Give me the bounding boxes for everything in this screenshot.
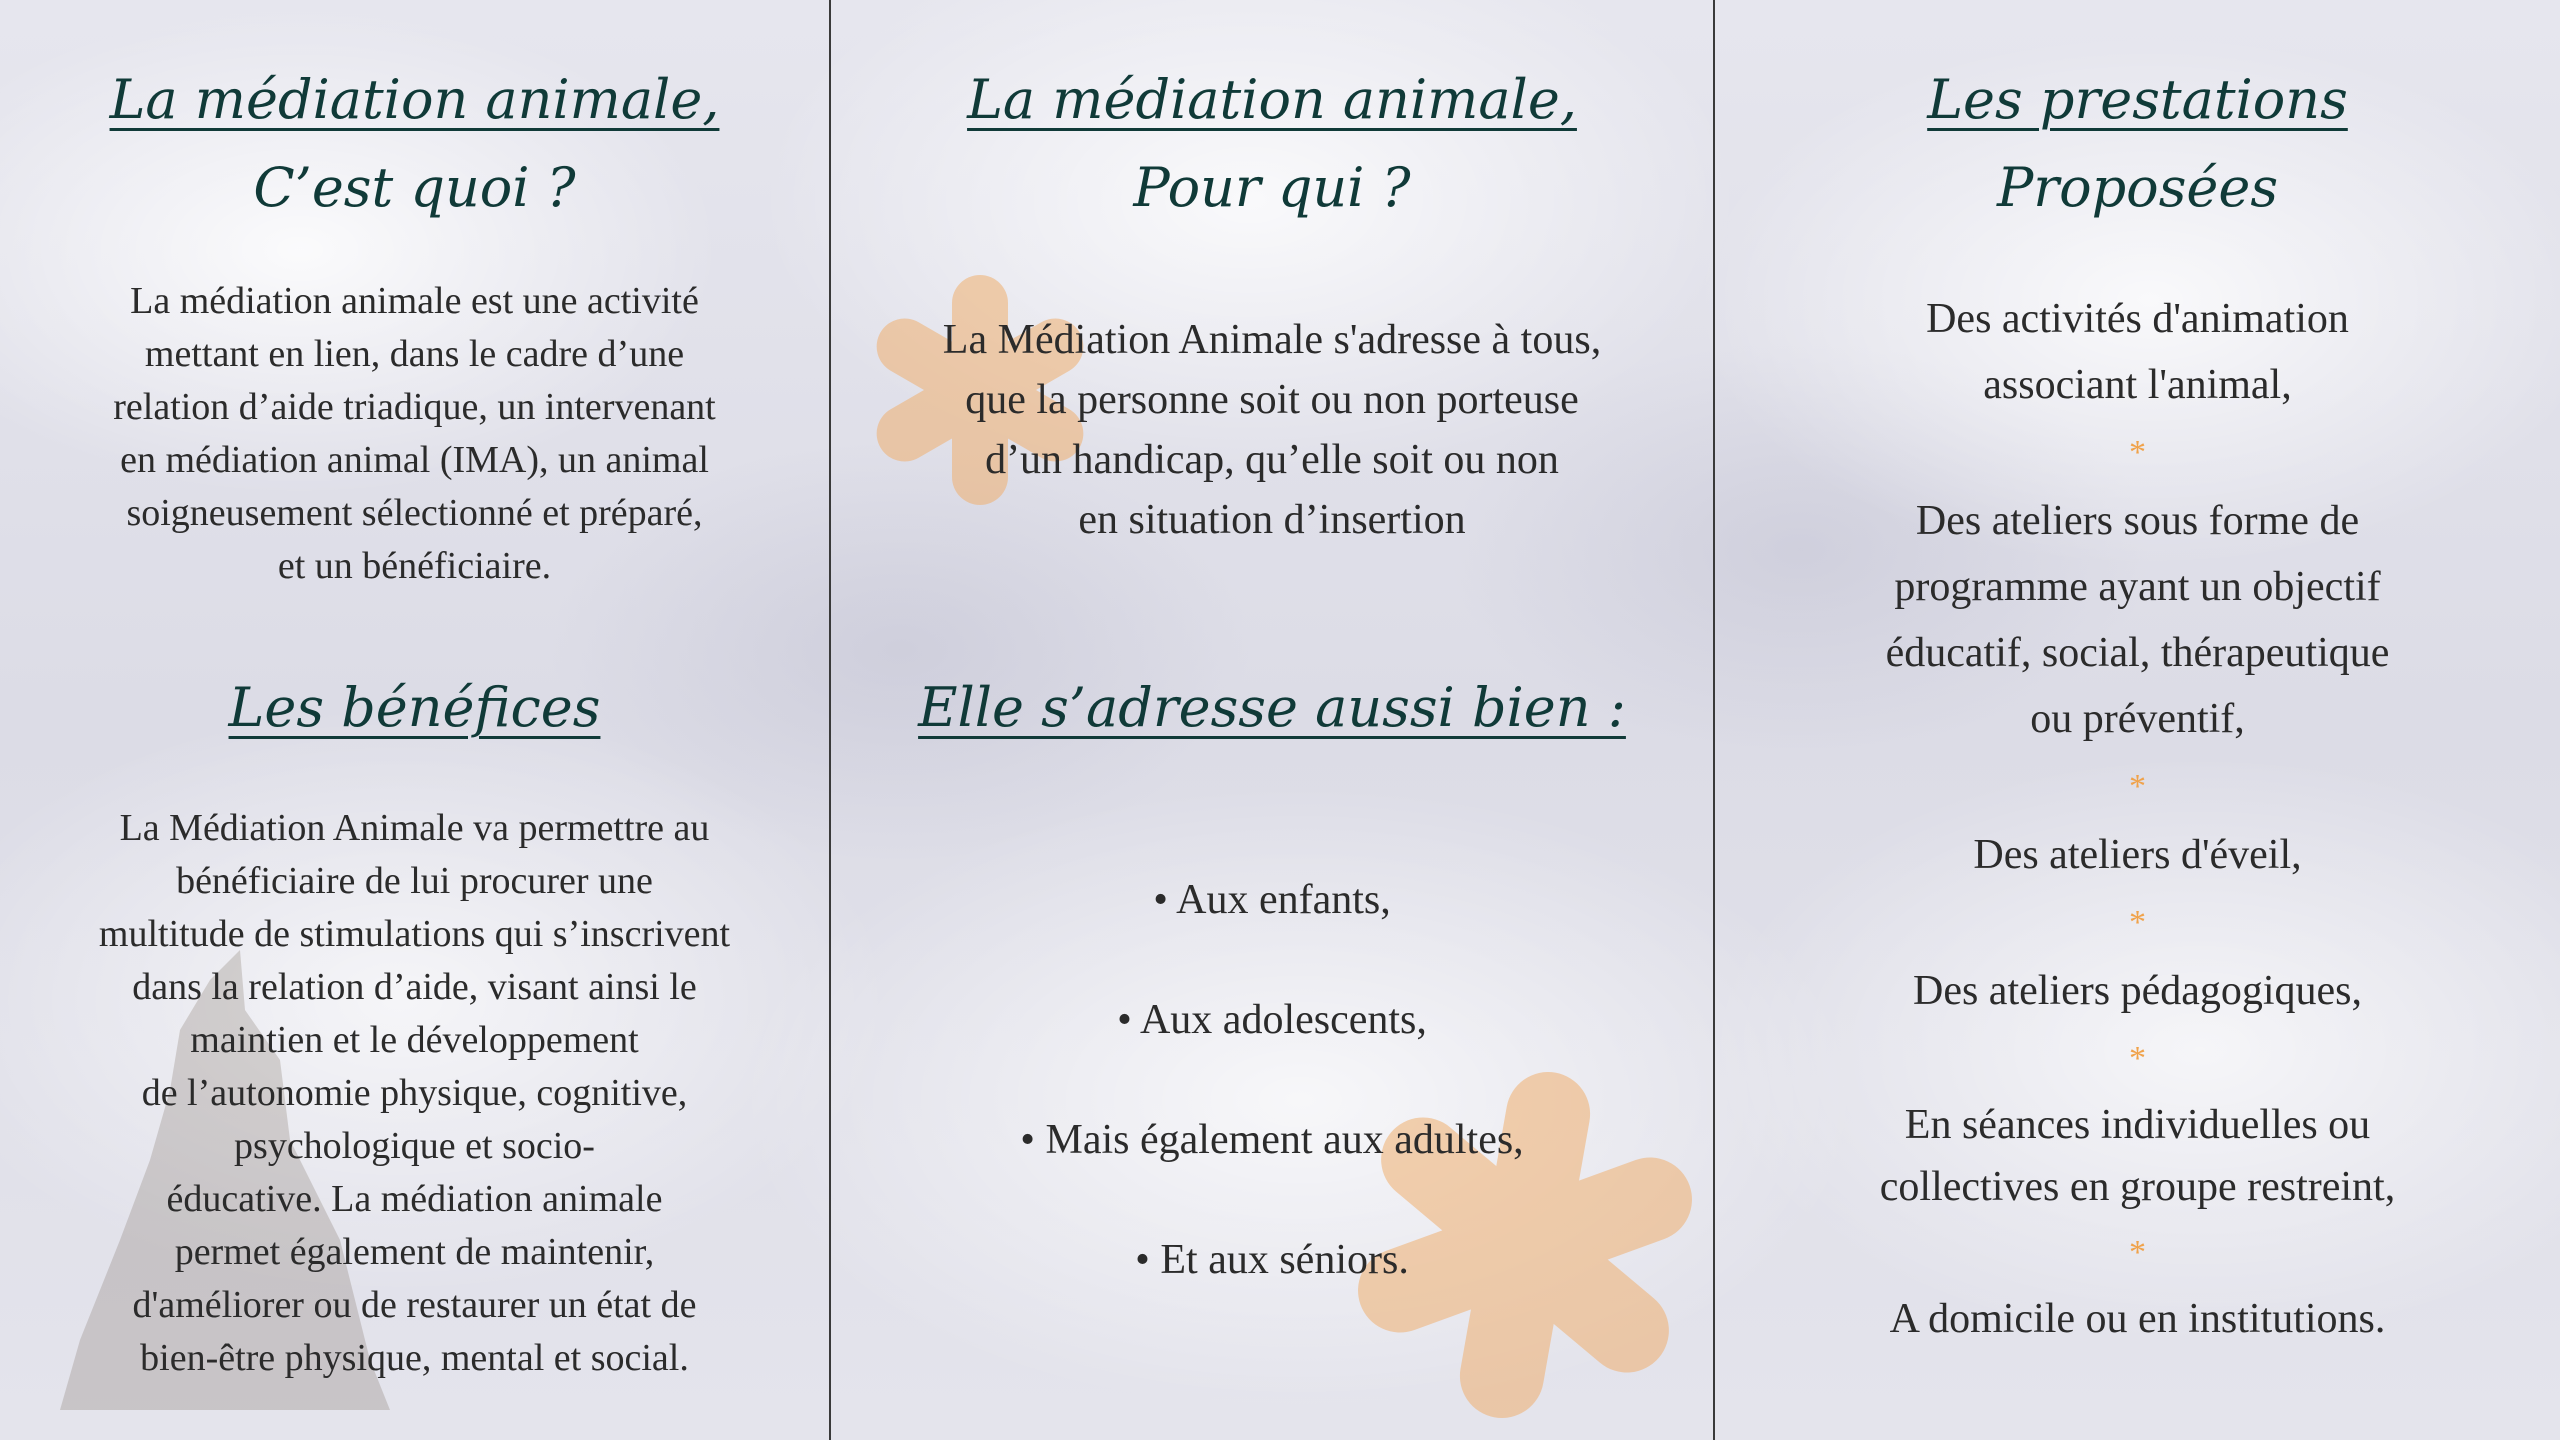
- service-item: Des ateliers d'éveil,: [1973, 832, 2302, 878]
- text-line: de l’autonomie physique, cognitive,: [141, 1072, 688, 1114]
- service-item: Des ateliers pédagogiques,: [1912, 968, 2363, 1014]
- text-line: bien-être physique, mental et social.: [140, 1337, 689, 1379]
- benefits-paragraph: [0, 802, 829, 1385]
- intro-paragraph: [831, 310, 1713, 550]
- text-line: multitude de stimulations qui s’inscrivent: [98, 913, 731, 955]
- text-line: permet également de maintenir,: [174, 1231, 655, 1273]
- separator-asterisk: *: [2129, 904, 2146, 941]
- audience-subtitle: Elle s’adresse aussi bien :: [918, 676, 1626, 739]
- intro-paragraph: [0, 275, 829, 593]
- text-line: soigneusement sélectionné et préparé,: [126, 492, 703, 534]
- list-item: • Mais également aux adultes,: [1020, 1117, 1524, 1163]
- column-services: [1715, 0, 2560, 1440]
- text-line: éducative. La médiation animale: [166, 1178, 663, 1220]
- text-line: maintien et le développement: [190, 1019, 639, 1061]
- separator-asterisk: *: [2129, 1040, 2146, 1077]
- text-line: relation d’aide triadique, un intervenant: [113, 386, 716, 428]
- separator-asterisk: *: [2129, 768, 2146, 805]
- list-item: • Aux enfants,: [1153, 877, 1391, 923]
- text-line: d’un handicap, qu’elle soit ou non: [985, 437, 1559, 483]
- title-line-2: Proposées: [1996, 156, 2279, 219]
- section-title-for-whom: [831, 56, 1713, 232]
- text-line: bénéficiaire de lui procurer une: [176, 860, 653, 902]
- services-list: [1715, 286, 2560, 1350]
- title-line-1: La médiation animale,: [967, 68, 1577, 131]
- text-line: en médiation animal (IMA), un animal: [120, 439, 709, 481]
- text-line: psychologique et socio-: [234, 1125, 595, 1167]
- section-title-what-is: [0, 56, 829, 232]
- text-line: La médiation animale est une activité: [130, 280, 699, 322]
- service-item: En séances individuelles ou collectives en groupe restreint,: [1879, 1102, 2396, 1210]
- separator-asterisk: *: [2129, 434, 2146, 471]
- text-line: que la personne soit ou non porteuse: [965, 377, 1579, 423]
- audience-list: [831, 870, 1713, 1290]
- list-item: • Et aux séniors.: [1135, 1237, 1409, 1283]
- text-line: et un bénéficiaire.: [277, 545, 552, 587]
- section-title-services: [1715, 56, 2560, 232]
- text-line: en situation d’insertion: [1078, 497, 1466, 543]
- title-line-1: La médiation animale,: [109, 68, 720, 131]
- text-line: dans la relation d’aide, visant ainsi le: [132, 966, 697, 1008]
- separator-asterisk: *: [2129, 1234, 2146, 1271]
- title-line-2: C’est quoi ?: [253, 156, 576, 219]
- text-line: mettant en lien, dans le cadre d’une: [144, 333, 685, 375]
- column-what-is: [0, 0, 829, 1440]
- benefits-title: Les bénéfices: [228, 676, 601, 739]
- service-item: Des ateliers sous forme de programme ayant un objectif éducatif, social, thérapeutique ou préventif,: [1885, 498, 2390, 742]
- text-line: La Médiation Animale s'adresse à tous,: [942, 317, 1602, 363]
- column-for-whom: [831, 0, 1713, 1440]
- title-line-1: Les prestations: [1927, 68, 2348, 131]
- text-line: La Médiation Animale va permettre au: [119, 807, 710, 849]
- list-item: • Aux adolescents,: [1117, 997, 1427, 1043]
- title-line-2: Pour qui ?: [1133, 156, 1411, 219]
- service-item: Des activités d'animation associant l'animal,: [1926, 296, 2349, 408]
- service-item: A domicile ou en institutions.: [1889, 1296, 2386, 1342]
- text-line: d'améliorer ou de restaurer un état de: [132, 1284, 697, 1326]
